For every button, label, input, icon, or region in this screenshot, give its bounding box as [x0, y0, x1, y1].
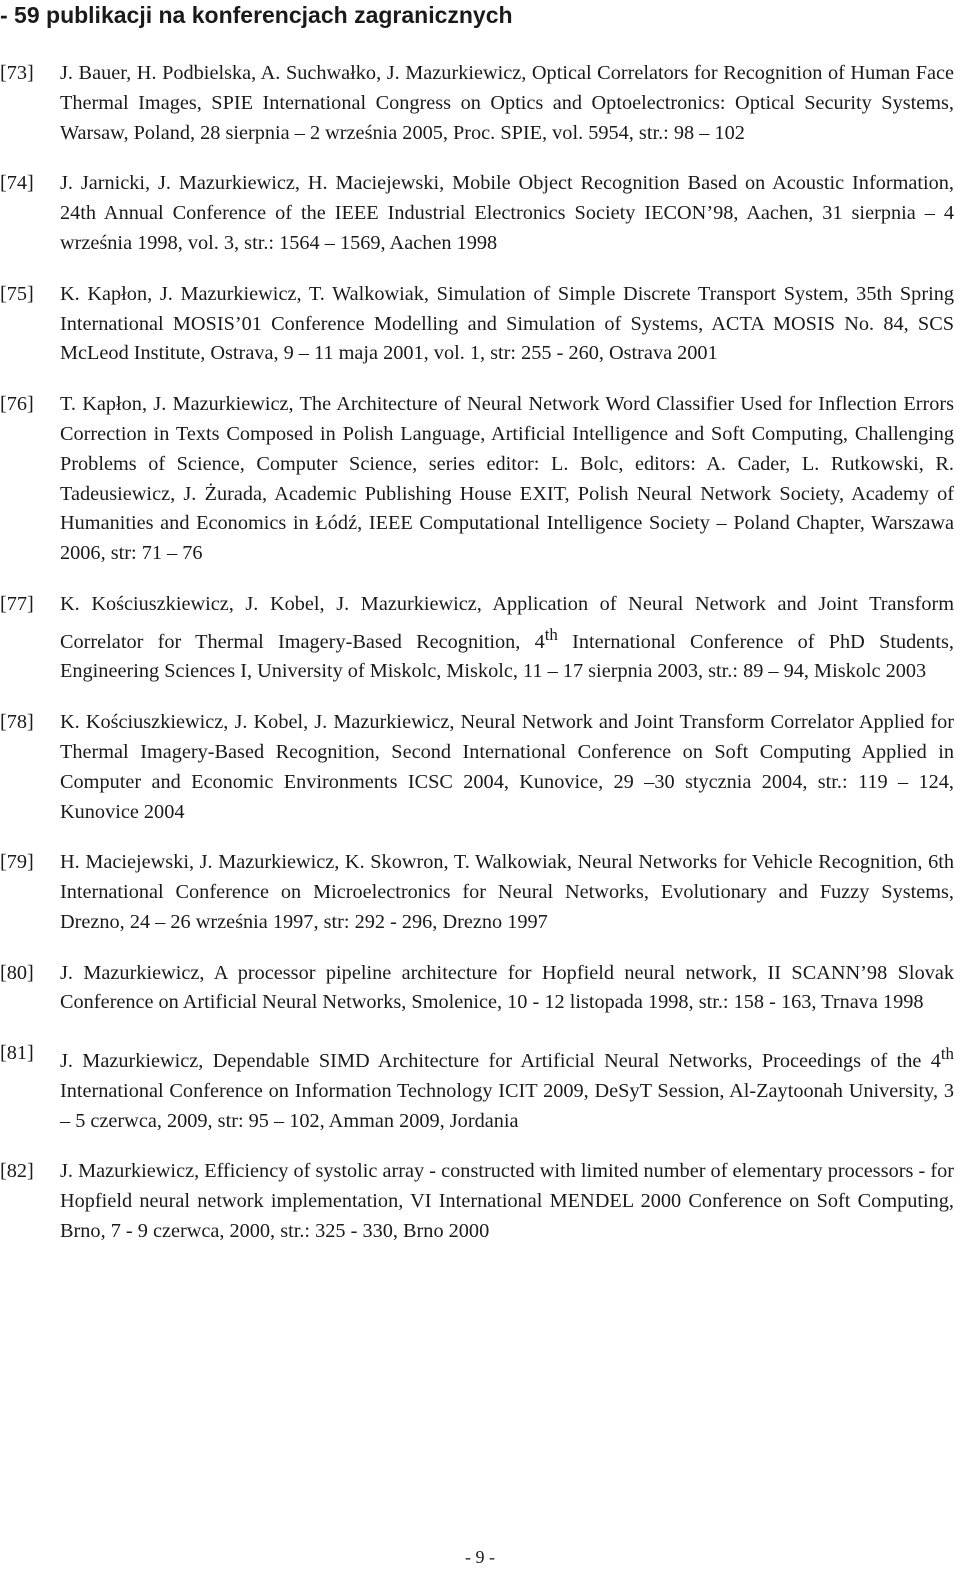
reference-item — [0, 708, 954, 827]
reference-item — [0, 59, 954, 148]
reference-number: [82] — [0, 1160, 34, 1183]
reference-text: K. Kościuszkiewicz, J. Kobel, J. Mazurkiewicz, Neural Network and Joint Transform Correlator Applied for Thermal Imagery-Based Recognition, Second International Conference on Soft Computing Applied in Computer and Economic Environments ICSC 2004, Kunovice, 29 –30 stycznia 2004, str.: 119 – 124, Kunovice 2004 — [60, 711, 954, 823]
reference-text: J. Mazurkiewicz, A processor pipeline architecture for Hopfield neural network, II SCANN’98 Slovak Conference on Artificial Neural Networks, Smolenice, 10 - 12 listopada 1998, str.: 158 - 163, Trnava 1998 — [60, 961, 954, 1014]
reference-number: [77] — [0, 592, 34, 615]
page-number: - 9 - — [465, 1547, 495, 1567]
reference-text-part: International Conference on Information Technology ICIT 2009, DeSyT Session, Al-Zaytoonah University, 3 – 5 czerwca, 2009, str: 95 – 102, Amman 2009, Jordania — [60, 1079, 954, 1132]
reference-item — [0, 959, 954, 1019]
reference-item — [0, 390, 954, 569]
reference-item — [0, 848, 954, 937]
reference-number: [80] — [0, 961, 34, 984]
reference-number: [73] — [0, 62, 34, 84]
reference-text: J. Jarnicki, J. Mazurkiewicz, H. Maciejewski, Mobile Object Recognition Based on Acoustic Information, 24th Annual Conference of the IEEE Industrial Electronics Society IECON’98, Aachen, 31 sierpnia – 4 września 1998, vol. 3, str.: 1564 – 1569, Aachen 1998 — [60, 172, 954, 254]
reference-number: [81] — [0, 1042, 34, 1065]
reference-text: J. Bauer, H. Podbielska, A. Suchwałko, J. Mazurkiewicz, Optical Correlators for Recognition of Human Face Thermal Images, SPIE International Congress on Optics and Optoelectronics: Optical Security Systems, Warsaw, Poland, 28 sierpnia – 2 września 2005, Proc. SPIE, vol. 5954, str.: 98 – 102 — [60, 62, 954, 144]
section-heading: - 59 publikacji na konferencjach zagranicznych — [0, 2, 513, 28]
reference-text-part: K. Kościuszkiewicz, J. Kobel, J. Mazurkiewicz, Application of Neural Network and Joint Transform Correlator for Thermal Imagery-Based Recognition, 4 — [60, 592, 954, 653]
reference-item — [0, 590, 954, 687]
reference-item — [0, 1157, 954, 1246]
reference-number: [74] — [0, 172, 34, 195]
reference-number: [78] — [0, 711, 34, 734]
reference-text — [60, 590, 954, 687]
reference-text: J. Mazurkiewicz, Efficiency of systolic array - constructed with limited number of elementary processors - for Hopfield neural network implementation, VI International MENDEL 2000 Conference on Soft Computing, Brno, 7 - 9 czerwca, 2000, str.: 325 - 330, Brno 2000 — [60, 1160, 954, 1243]
reference-text-part: International Conference of PhD Students, Engineering Sciences I, University of Miskolc, Miskolc, 11 – 17 sierpnia 2003, str.: 89 – 94, Miskolc 2003 — [60, 630, 954, 683]
reference-text: H. Maciejewski, J. Mazurkiewicz, K. Skowron, T. Walkowiak, Neural Networks for Vehicle Recognition, 6th International Conference on Microelectronics for Neural Networks, Evolutionary and Fuzzy Systems, Drezno, 24 – 26 września 1997, str: 292 - 296, Drezno 1997 — [60, 851, 954, 933]
reference-text: K. Kapłon, J. Mazurkiewicz, T. Walkowiak, Simulation of Simple Discrete Transport System, 35th Spring International MOSIS’01 Conference Modelling and Simulation of Systems, ACTA MOSIS No. 84, SCS McLeod Institute, Ostrava, 9 – 11 maja 2001, vol. 1, str: 255 - 260, Ostrava 2001 — [60, 282, 954, 365]
reference-list — [0, 59, 954, 1268]
reference-item — [0, 169, 954, 258]
reference-item — [0, 280, 954, 369]
reference-number: [76] — [0, 393, 34, 416]
reference-text — [60, 1039, 954, 1136]
reference-number: [79] — [0, 851, 34, 874]
ordinal-superscript: th — [544, 624, 558, 644]
reference-text: T. Kapłon, J. Mazurkiewicz, The Architecture of Neural Network Word Classifier Used for Inflection Errors Correction in Texts Composed in Polish Language, Artificial Intelligence and Soft Computing, Challenging Problems of Science, Computer Science, series editor: L. Bolc, editors: A. Cader, L. Rutkowski, R. Tadeusiewicz, J. Żurada, Academic Publishing House EXIT, Polish Neural Network Society, Academy of Humanities and Economics in Łódź, IEEE Computational Intelligence Society – Poland Chapter, Warszawa 2006, str: 71 – 76 — [60, 393, 954, 565]
reference-text-part: J. Mazurkiewicz, Dependable SIMD Architecture for Artificial Neural Networks, Proceedings of the 4 — [60, 1050, 941, 1073]
reference-number: [75] — [0, 282, 34, 305]
ordinal-superscript: th — [940, 1044, 954, 1064]
reference-item — [0, 1039, 954, 1136]
